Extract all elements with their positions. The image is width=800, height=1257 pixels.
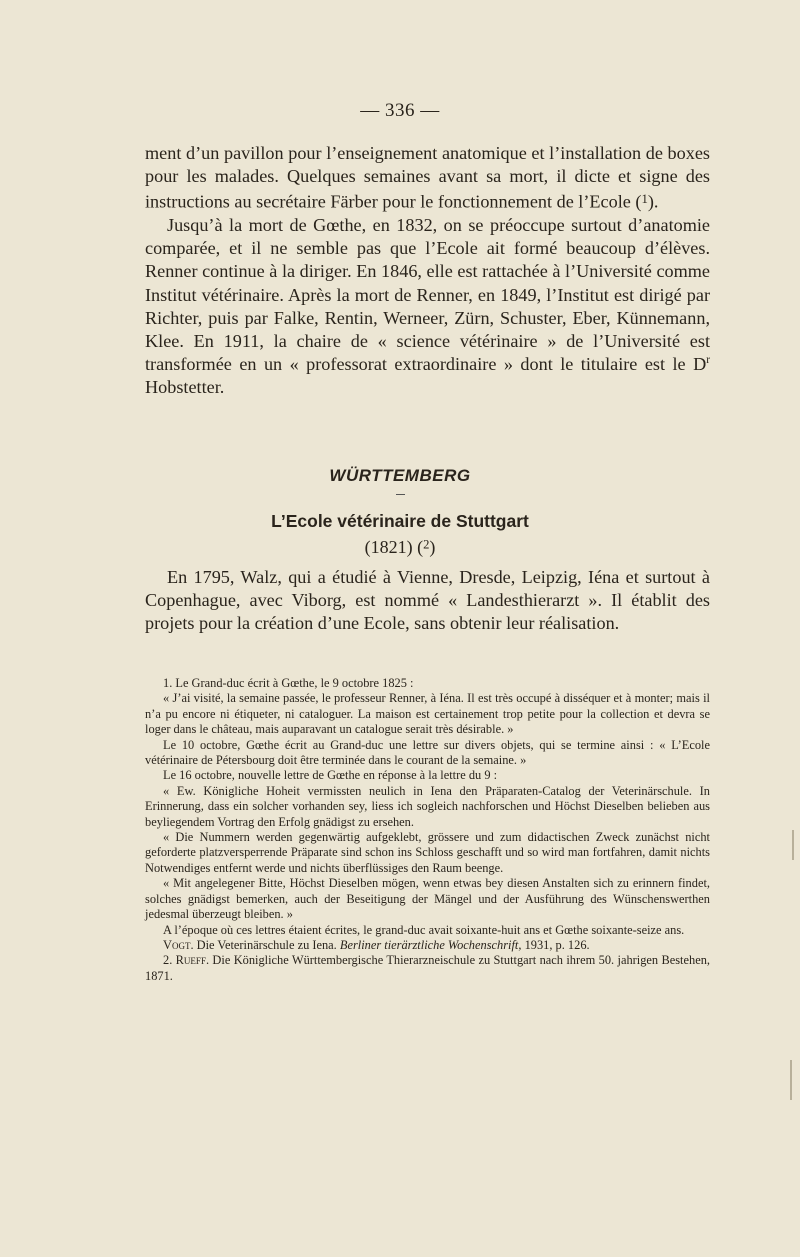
footnote-2-number: 2. [163,953,176,968]
reference-author: Rueff. [175,953,210,968]
paragraph-1-text: ment d’un pavillon pour l’enseignement anatomique et l’installation de boxes pour les malades. Quelques semaines avant sa mort, il dicte et signe des instructions au secrétaire Färber pour le fonctionnement de l’Ecole ( [145,143,710,212]
footnote-1-intro: 1. Le Grand-duc écrit à Gœthe, le 9 octobre 1825 : [163,676,414,690]
paragraph-2-text: Jusqu’à la mort de Gœthe, en 1832, on se préoccupe surtout d’anatomie comparée, et il ne semble pas que l’Ecole ait formé beaucoup d’élèves. Renner continue à la diriger. En 1846, elle est rattachée à l’Université comme Institut vétérinaire. Après la mort de Renner, en 1849, l’Institut est dirigé par Richter, puis par Falke, Rentin, Werneer, Zürn, Schuster, Eber, Künnemann, Klee. En 1911, la chaire de « science vétérinaire » de l’Université est transformée en un « professorat extraordinaire » dont le titulaire est le D [145,215,710,375]
page-edge-mark [790,1060,792,1100]
school-year-end: ) [429,537,436,557]
reference-title: Die Königliche Württembergische Thierarzneischule zu Stuttgart nach ihrem 50. jahrigen Bestehen, 1871. [145,953,710,983]
footnote-text: Le 10 octobre, Gœthe écrit au Grand-duc une lettre sur divers objets, qui se termine ainsi : « L’Ecole vétérinaire de Pétersbourg doit être terminée dans le courant de la semaine. » [145,737,710,768]
school-heading: L’Ecole vétérinaire de Stuttgart [271,511,529,531]
doctor-superscript: r [706,354,710,367]
paragraph-1-end: ). [647,191,659,212]
footnote-reference-vogt [145,938,710,953]
footnote-quote: « Die Nummern werden gegenwärtig aufgeklebt, grössere und zum didactischen Zweck zunächst nicht geforderte platzversperrende Präparate sind schon ins Schloss geschafft und so wird man fortfahren, damit nichts Notwendiges entfernt werde und nichts überflüssiges den Raum beenge. [145,830,710,875]
paragraph-2 [145,214,710,400]
school-year [0,537,800,558]
footnote-ref-2: 2 [423,537,430,552]
main-text [145,142,710,400]
footnotes [145,676,710,984]
page-edge-mark [792,830,794,860]
paragraph-2-end: Hobstetter. [145,377,225,398]
section-heading: WÜRTTEMBERG [329,466,471,485]
paragraph-1 [145,142,710,214]
footnote-2 [145,953,710,984]
heading-divider [396,494,405,495]
footnote-text: A l’époque où ces lettres étaient écrites, le grand-duc avait soixante-huit ans et Gœthe soixante-seize ans. [163,922,685,937]
footnote-text: Le 16 octobre, nouvelle lettre de Gœthe en réponse à la lettre du 9 : [163,768,498,783]
section-body [145,566,710,636]
reference-details: 1931, p. 126. [521,937,590,952]
reference-author: Vogt. [163,937,194,952]
reference-journal: Berliner tierärztliche Wochenschrift, [339,937,522,952]
footnote-quote: « Mit angelegener Bitte, Höchst Dieselben mögen, wenn etwas bey diesen Anstalten sich zu erinnern findet, solches gnädigst bemerken, auch der Beseitigung der Mängel und der Ausführung des Wünschenswerthen jedesmal überzeugt bleiben. » [145,876,710,922]
page-number: — 336 — [360,100,440,121]
footnote-quote: « Ew. Königliche Hoheit vermissten neulich in Iena den Präparaten-Catalog der Veterinärschule. In Erinnerung, dass ein solcher vorhanden sey, liess ich sogleich nachforschen und Höchst Dieselben belieben aus beyliegendem Vortrag den Erfolg gnädigst zu ersehen. [145,783,710,829]
school-year-text: (1821) ( [364,537,424,557]
footnote-quote: « J’ai visité, la semaine passée, le professeur Renner, à Iéna. Il est très occupé à disséquer et à monter; mais il n’a pu encore ni étiqueter, ni cataloguer. La maison est certainement trop petite pour la collection et devra se loger dans le château, mais auparavant un catalogue serait très désirable. » [145,691,710,737]
section-paragraph: En 1795, Walz, qui a étudié à Vienne, Dresde, Leipzig, Iéna et surtout à Copenhague, avec Viborg, est nommé « Landesthierarzt ». Il établit des projets pour la création d’une Ecole, sans obtenir leur réalisation. [145,567,710,634]
footnote-ref-1: 1 [641,192,648,207]
reference-title: Die Veterinärschule zu Iena. [193,937,340,952]
